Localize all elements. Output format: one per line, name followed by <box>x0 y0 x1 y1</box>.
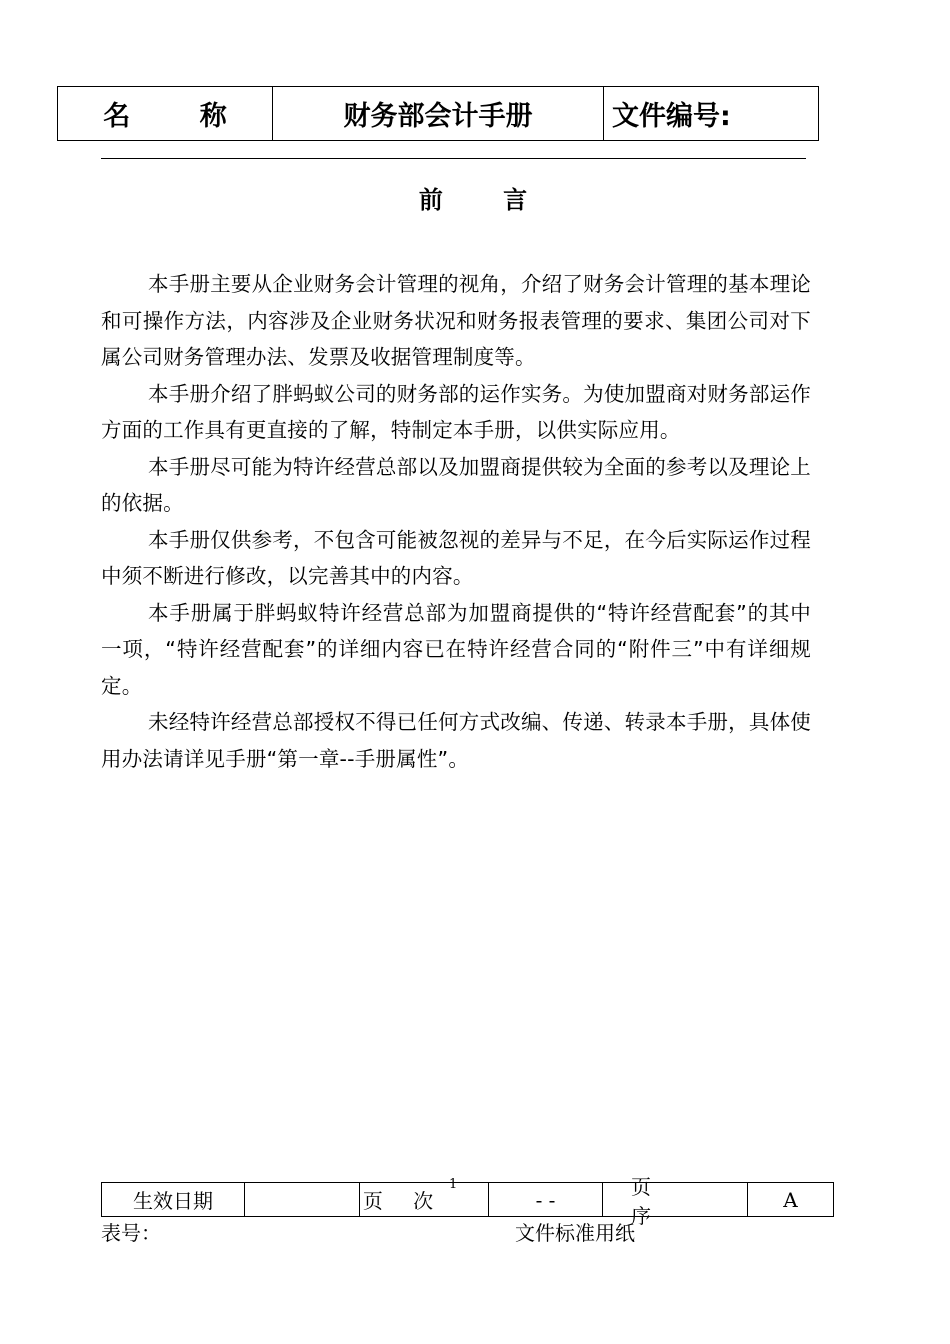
preface-body <box>101 266 811 777</box>
page-label: 页 次 <box>362 1189 446 1213</box>
effective-date-value <box>245 1183 360 1216</box>
paragraph-6: 未经特许经营总部授权不得已任何方式改编、传递、转录本手册，具体使用办法请详见手册“第一章--手册属性”。 <box>101 710 811 771</box>
effective-date-label: 生效日期 <box>102 1183 245 1216</box>
page-label-cell <box>360 1177 489 1216</box>
page-heading: 前 言 <box>418 186 554 214</box>
paragraph-1: 本手册主要从企业财务会计管理的视角，介绍了财务会计管理的基本理论和可操作方法，内容涉及企业财务状况和财务报表管理的要求、集团公司对下属公司财务管理办法、发票及收据管理制度等。 <box>101 272 811 369</box>
paragraph-4: 本手册仅供参考，不包含可能被忽视的差异与不足，在今后实际运作过程中须不断进行修改，以完善其中的内容。 <box>101 527 811 588</box>
header-table <box>57 86 819 141</box>
paragraph-5: 本手册属于胖蚂蚁特许经营总部为加盟商提供的“特许经营配套”的其中一项，“特许经营配套”的详细内容已在特许经营合同的“附件三”中有详细规定。 <box>101 600 811 698</box>
header-divider <box>101 158 806 159</box>
file-number-label: 文件编号: <box>612 101 731 132</box>
page-count: - - <box>489 1183 603 1216</box>
name-label: 名 称 <box>58 87 273 140</box>
paragraph-2: 本手册介绍了胖蚂蚁公司的财务部的运作实务。为使加盟商对财务部运作方面的工作具有更直接的了解，特制定本手册，以供实际应用。 <box>101 381 811 442</box>
page-number: 1 <box>449 1177 458 1192</box>
sequence-value: A <box>783 1187 798 1212</box>
sequence-label-cell <box>603 1174 748 1228</box>
sequence-label: 页 序 <box>631 1174 679 1228</box>
paragraph-3: 本手册尽可能为特许经营总部以及加盟商提供较为全面的参考以及理论上的依据。 <box>101 454 811 515</box>
document-title: 财务部会计手册 <box>273 87 604 140</box>
form-number-label: 表号： <box>101 1221 161 1245</box>
standard-paper-label: 文件标准用纸 <box>515 1221 635 1245</box>
footer-table <box>101 1174 834 1228</box>
